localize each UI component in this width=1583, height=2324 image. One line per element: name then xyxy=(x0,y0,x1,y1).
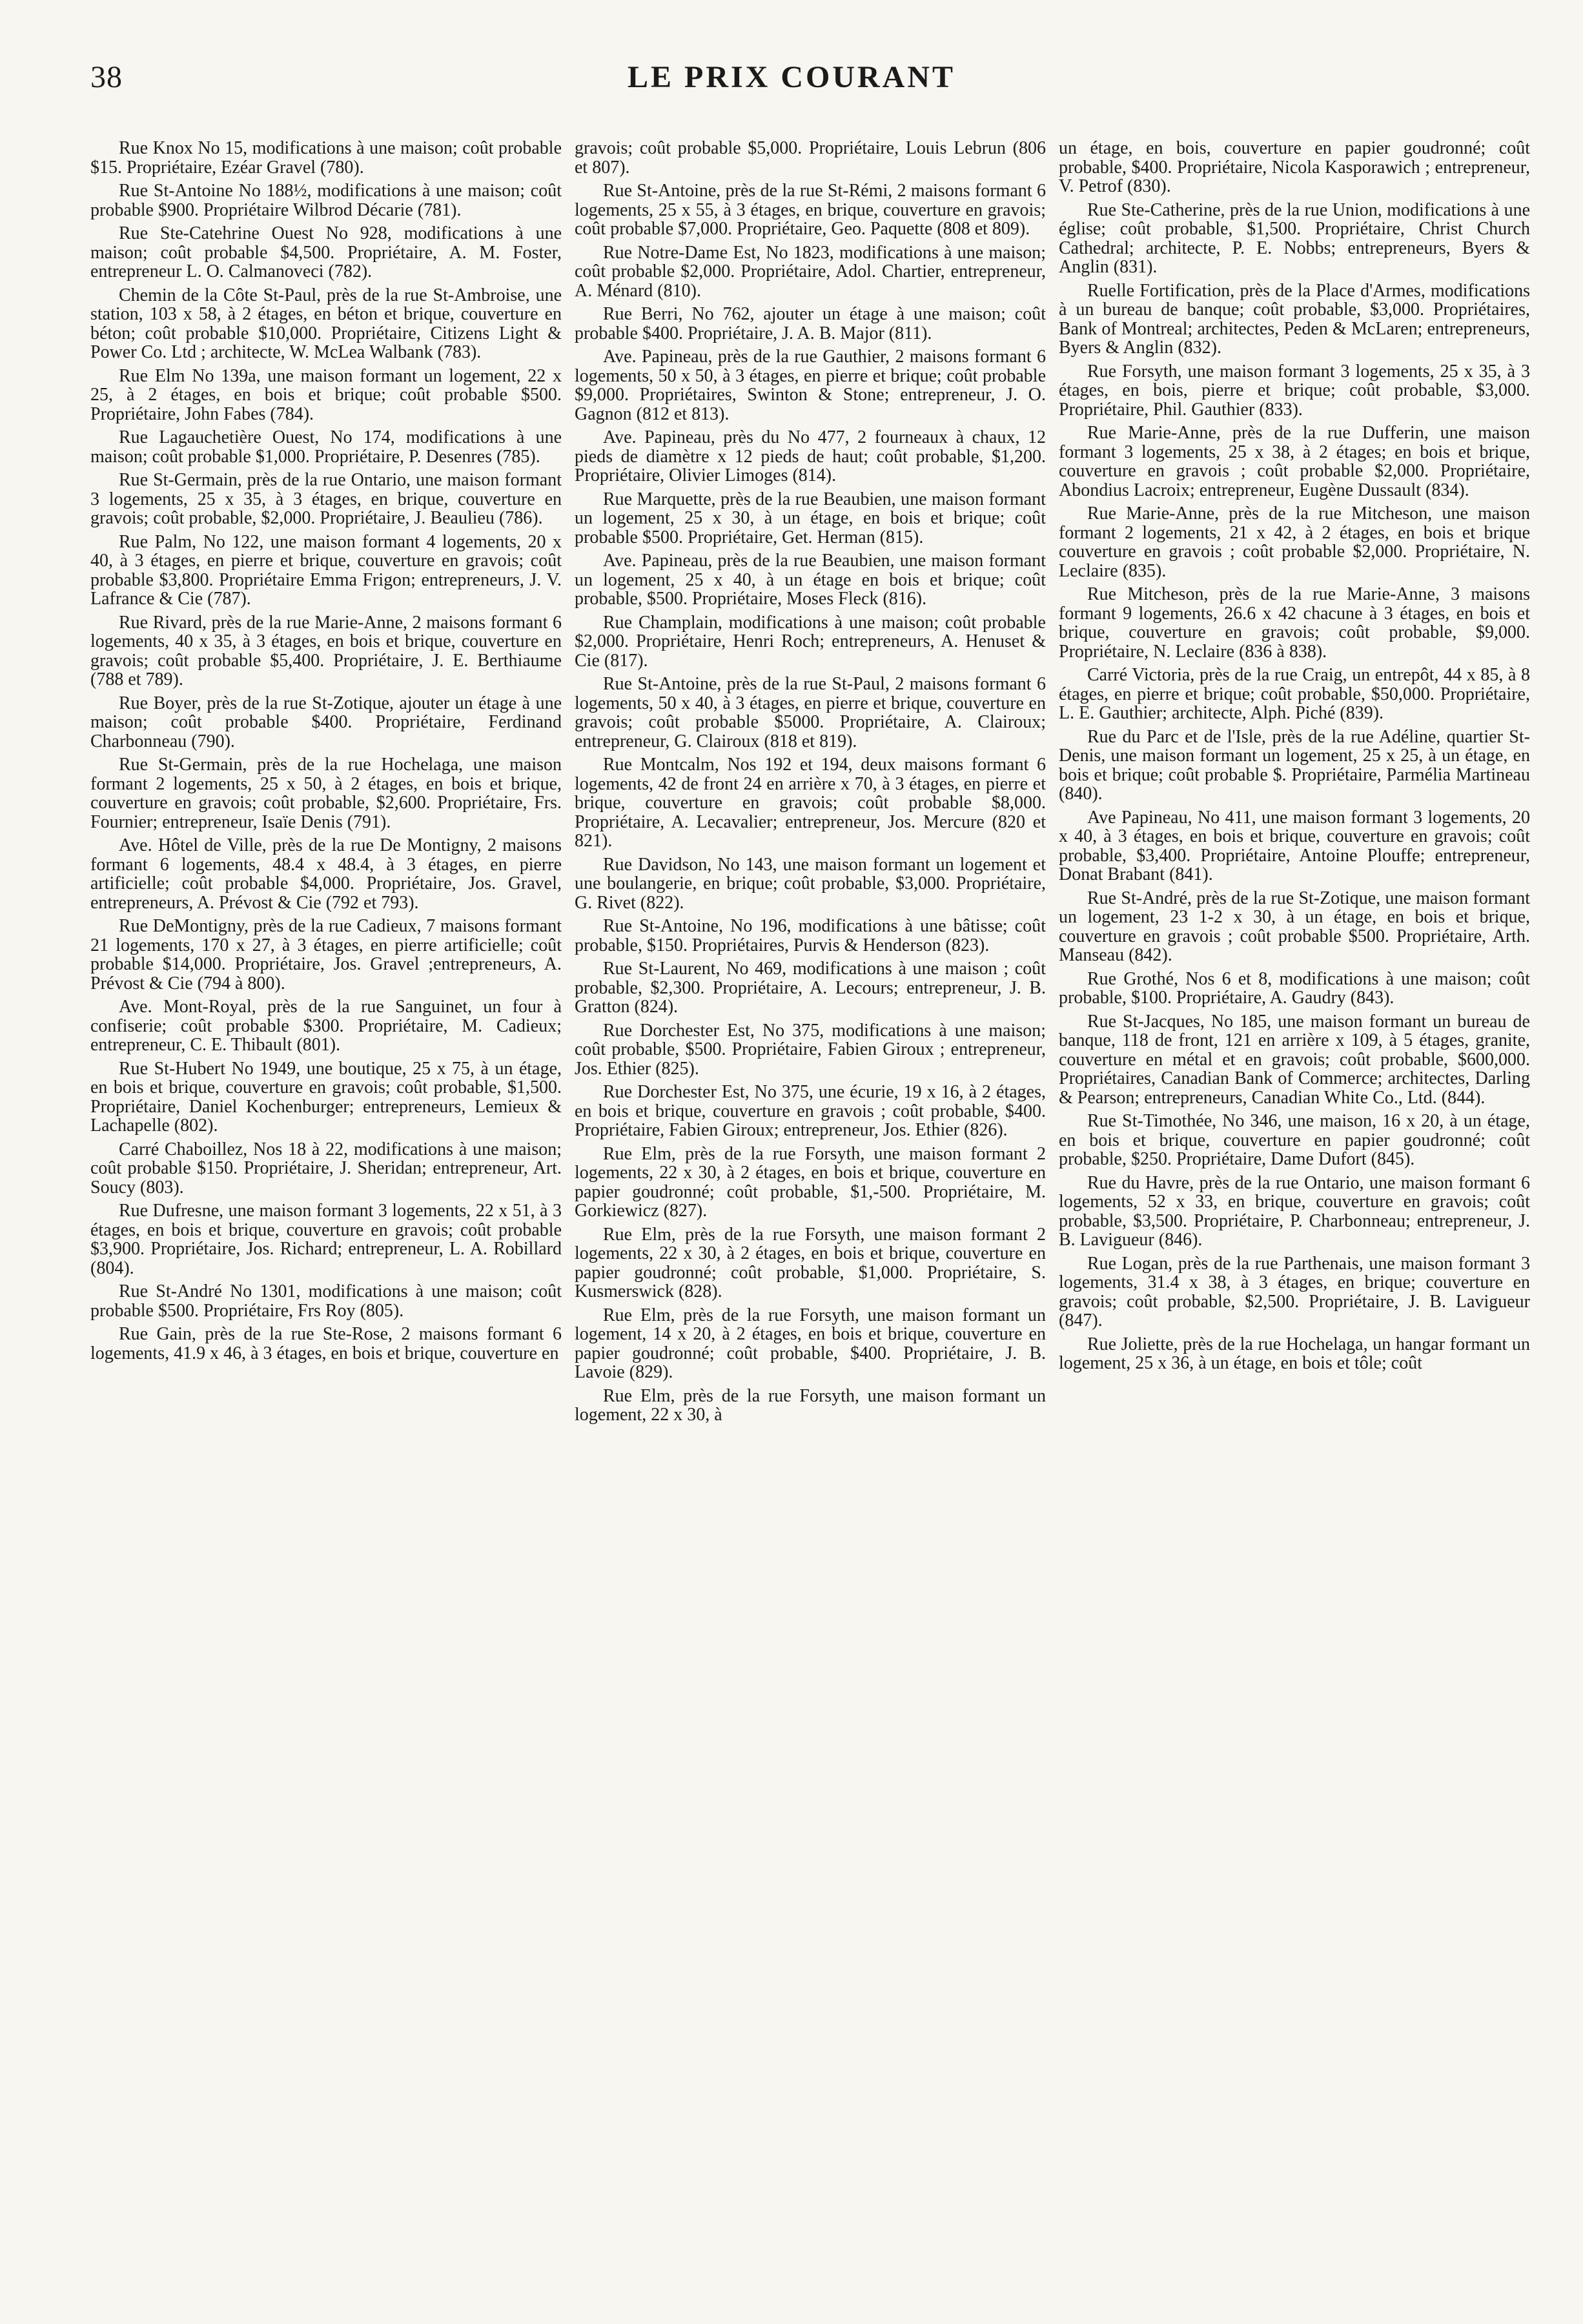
listing-entry: Rue St-André, près de la rue St-Zotique, une maison formant un logement, 23 1-2 x 30, à un étage, en bois et brique, couverture en gravois ; coût probable $500. Propriétaire, Arth. Manseau (842). xyxy=(1059,888,1530,965)
listing-entry: Ave. Papineau, près de la rue Gauthier, 2 maisons formant 6 logements, 50 x 50, à 3 étages, en pierre et brique; coût probable $9,000. Propriétaires, Swinton & Stone; entrepreneur, J. O. Gagnon (812 et 813). xyxy=(575,347,1046,424)
listing-entry: Carré Victoria, près de la rue Craig, un entrepôt, 44 x 85, à 8 étages, en pierre et brique; coût probable, $50,000. Propriétaire, L. E. Gauthier; architecte, Alph. Piché (839). xyxy=(1059,665,1530,723)
listing-entry: Rue Marquette, près de la rue Beaubien, une maison formant un logement, 25 x 30, à un étage, en bois et brique; coût probable $500. Propriétaire, Get. Herman (815). xyxy=(575,489,1046,547)
listing-entry: Rue Lagauchetière Ouest, No 174, modifications à une maison; coût probable $1,000. Propriétaire, P. Desenres (785). xyxy=(90,427,562,467)
listing-entry: Rue Elm, près de la rue Forsyth, une maison formant un logement, 22 x 30, à xyxy=(575,1385,1046,1425)
listing-entry: Rue Dorchester Est, No 375, une écurie, 19 x 16, à 2 étages, en bois et brique, couverture en gravois ; coût probable, $400. Propriétaire, Fabien Giroux; entrepreneur, Jos. Ethier (826). xyxy=(575,1082,1046,1140)
listing-entry: Rue Joliette, près de la rue Hochelaga, un hangar formant un logement, 25 x 36, à un étage, en bois et tôle; coût xyxy=(1059,1334,1530,1373)
listing-entry: Rue Palm, No 122, une maison formant 4 logements, 20 x 40, à 3 étages, en pierre et brique, couverture en gravois; coût probable $3,800. Propriétaire Emma Frigon; entrepreneurs, J. V. Lafrance & Cie (787). xyxy=(90,531,562,609)
listing-entry: Rue St-Hubert No 1949, une boutique, 25 x 75, à un étage, en bois et brique, couverture en gravois; coût probable, $1,500. Propriétaire, Daniel Kochenburger; entrepreneurs, Lemieux & Lachapelle (802). xyxy=(90,1058,562,1136)
listing-entry: Ave. Hôtel de Ville, près de la rue De Montigny, 2 maisons formant 6 logements, 48.4 x 48.4, à 3 étages, en pierre artificielle; coût probable $4,000. Propriétaire, Jos. Gravel, entrepreneurs, A. Prévost & Cie (792 et 793). xyxy=(90,835,562,913)
listing-entry: Rue Mitcheson, près de la rue Marie-Anne, 3 maisons formant 9 logements, 26.6 x 42 chacune à 3 étages, en bois et brique, couverture en gravois; coût probable, $9,000. Propriétaire, N. Leclaire (836 à 838). xyxy=(1059,584,1530,662)
listing-entry: Rue Notre-Dame Est, No 1823, modifications à une maison; coût probable $2,000. Propriétaire, Adol. Chartier, entrepreneur, A. Ménard (810). xyxy=(575,242,1046,301)
listing-entry: Rue St-Jacques, No 185, une maison formant un bureau de banque, 118 de front, 121 en arrière x 109, à 5 étages, granite, couverture en métal et en gravois; coût probable, $600,000. Propriétaires, Canadian Bank of Commerce; architectes, Darling & Pearson; entrepreneurs, Canadian White Co., Ltd. (844). xyxy=(1059,1011,1530,1108)
listing-entry: Rue St-Germain, près de la rue Ontario, une maison formant 3 logements, 25 x 35, à 3 étages, en brique, couverture en gravois; coût probable, $2,000. Propriétaire, J. Beaulieu (786). xyxy=(90,470,562,528)
listing-entry: Rue Knox No 15, modifications à une maison; coût probable $15. Propriétaire, Ezéar Gravel (780). xyxy=(90,139,562,178)
listing-entry: Rue St-Antoine No 188½, modifications à une maison; coût probable $900. Propriétaire Wilbrod Décarie (781). xyxy=(90,181,562,220)
listing-entry: Rue Marie-Anne, près de la rue Dufferin, une maison formant 3 logements, 25 x 38, à 2 étages; en bois et brique, couverture en gravois ; coût probable $2,000. Propriétaire, Abondius Lacroix; entrepreneur, Eugène Dussault (834). xyxy=(1059,423,1530,500)
listing-entry: Rue St-Antoine, près de la rue St-Paul, 2 maisons formant 6 logements, 50 x 40, à 3 étages, en pierre et brique, couverture en gravois; coût probable $5000. Propriétaire, A. Clairoux; entrepreneur, G. Clairoux (818 et 819). xyxy=(575,674,1046,751)
listing-entry: Rue Ste-Catehrine Ouest No 928, modifications à une maison; coût probable $4,500. Propriétaire, A. M. Foster, entrepreneur L. O. Calmanoveci (782). xyxy=(90,223,562,281)
listing-entry: un étage, en bois, couverture en papier goudronné; coût probable, $400. Propriétaire, Nicola Kasporawich ; entrepreneur, V. Petrof (830). xyxy=(1059,139,1530,196)
listing-entry: Rue St-Timothée, No 346, une maison, 16 x 20, à un étage, en bois et brique, couverture en papier goudronné; coût probable, $250. Propriétaire, Dame Dufort (845). xyxy=(1059,1111,1530,1169)
listing-entry: Rue St-Laurent, No 469, modifications à une maison ; coût probable, $2,300. Propriétaire, A. Lecours; entrepreneur, J. B. Gratton (824). xyxy=(575,959,1046,1017)
listing-entry: Rue Gain, près de la rue Ste-Rose, 2 maisons formant 6 logements, 41.9 x 46, à 3 étages, en bois et brique, couverture en xyxy=(90,1324,562,1363)
listing-entry: Rue Berri, No 762, ajouter un étage à une maison; coût probable $400. Propriétaire, J. A. B. Major (811). xyxy=(575,304,1046,343)
listing-entry: Rue Dufresne, une maison formant 3 logements, 22 x 51, à 3 étages, en bois et brique, couverture en gravois; coût probable $3,900. Propriétaire, Jos. Richard; entrepreneur, L. A. Robillard (804). xyxy=(90,1201,562,1278)
listing-entry: Rue Logan, près de la rue Parthenais, une maison formant 3 logements, 31.4 x 38, à 3 étages, en brique; couverture en gravois; coût probable, $2,500. Propriétaire, J. B. Lavigueur (847). xyxy=(1059,1253,1530,1330)
listing-entry: Rue Elm, près de la rue Forsyth, une maison formant 2 logements, 22 x 30, à 2 étages, en bois et brique, couverture en papier goudronné; coût probable, $1,000. Propriétaire, S. Kusmerswick (828). xyxy=(575,1224,1046,1301)
listing-entry: Rue St-Antoine, No 196, modifications à une bâtisse; coût probable, $150. Propriétaires, Purvis & Henderson (823). xyxy=(575,916,1046,955)
listing-entry: Rue St-Germain, près de la rue Hochelaga, une maison formant 2 logements, 25 x 50, à 2 étages, en bois et brique, couverture en gravois; coût probable, $2,600. Propriétaire, Frs. Fournier; entrepreneur, Isaïe Denis (791). xyxy=(90,755,562,832)
listing-entry: Rue Grothé, Nos 6 et 8, modifications à une maison; coût probable, $100. Propriétaire, A. Gaudry (843). xyxy=(1059,968,1530,1008)
listing-entry: Rue du Havre, près de la rue Ontario, une maison formant 6 logements, 52 x 33, en brique, couverture en gravois; coût probable, $3,500. Propriétaire, P. Charbonneau; entrepreneur, J. B. Lavigueur (846). xyxy=(1059,1172,1530,1250)
listing-entry: Rue Elm, près de la rue Forsyth, une maison formant un logement, 14 x 20, à 2 étages, en bois et brique, couverture en papier goudronné; coût probable, $400. Propriétaire, J. B. Lavoie (829). xyxy=(575,1305,1046,1382)
text-column-1 xyxy=(90,139,562,2292)
listing-entry: Ave. Papineau, près du No 477, 2 fourneaux à chaux, 12 pieds de diamètre x 12 pieds de haut; coût probable, $1,200. Propriétaire, Olivier Limoges (814). xyxy=(575,427,1046,485)
listing-entry: Chemin de la Côte St-Paul, près de la rue St-Ambroise, une station, 103 x 58, à 2 étages, en béton et brique, couverture en béton; coût probable $10,000. Propriétaire, Citizens Light & Power Co. Ltd ; architecte, W. McLea Walbank (783). xyxy=(90,285,562,362)
listing-entry: Rue Dorchester Est, No 375, modifications à une maison; coût probable, $500. Propriétaire, Fabien Giroux ; entrepreneur, Jos. Ethier (825). xyxy=(575,1020,1046,1079)
listing-entry: Rue Elm No 139a, une maison formant un logement, 22 x 25, à 2 étages, en bois et brique; coût probable $500. Propriétaire, John Fabes (784). xyxy=(90,365,562,424)
listing-entry: Ave. Papineau, près de la rue Beaubien, une maison formant un logement, 25 x 40, à un étage en bois et brique; coût probable, $500. Propriétaire, Moses Fleck (816). xyxy=(575,551,1046,609)
listing-entry: Rue Ste-Catherine, près de la rue Union, modifications à une église; coût probable, $1,500. Propriétaire, Christ Church Cathedral; architecte, P. E. Nobbs; entrepreneurs, Byers & Anglin (831). xyxy=(1059,199,1530,277)
listing-entry: Rue Rivard, près de la rue Marie-Anne, 2 maisons formant 6 logements, 40 x 35, à 3 étages, en bois et brique, couverture en gravois; coût probable $5,400. Propriétaire, J. E. Berthiaume (788 et 789). xyxy=(90,612,562,689)
listing-entry: Rue Boyer, près de la rue St-Zotique, ajouter un étage à une maison; coût probable $400. Propriétaire, Ferdinand Charbonneau (790). xyxy=(90,693,562,751)
listing-entry: Rue Champlain, modifications à une maison; coût probable $2,000. Propriétaire, Henri Roch; entrepreneurs, A. Henuset & Cie (817). xyxy=(575,612,1046,671)
listing-entry: Carré Chaboillez, Nos 18 à 22, modifications à une maison; coût probable $150. Propriétaire, J. Sheridan; entrepreneur, Art. Soucy (803). xyxy=(90,1139,562,1198)
page-number: 38 xyxy=(90,60,123,94)
text-columns xyxy=(90,139,1557,2292)
text-column-2 xyxy=(575,139,1046,2292)
listing-entry: Rue Davidson, No 143, une maison formant un logement et une boulangerie, en brique; coût probable, $3,000. Propriétaire, G. Rivet (822). xyxy=(575,854,1046,913)
listing-entry: Rue Marie-Anne, près de la rue Mitcheson, une maison formant 2 logements, 21 x 42, à 2 étages, en bois et brique couverture en gravois ; coût probable $2,000. Propriétaire, N. Leclaire (835). xyxy=(1059,504,1530,581)
listing-entry: Rue Elm, près de la rue Forsyth, une maison formant 2 logements, 22 x 30, à 2 étages, en bois et brique, couverture en papier goudronné; coût probable, $1,-500. Propriétaire, M. Gorkiewicz (827). xyxy=(575,1143,1046,1221)
listing-entry: Rue Montcalm, Nos 192 et 194, deux maisons formant 6 logements, 42 de front 24 en arrière x 70, à 3 étages, en pierre et brique, couverture en gravois; coût probable $8,000. Propriétaire, A. Lecavalier; entrepreneur, Jos. Mercure (820 et 821). xyxy=(575,755,1046,851)
listing-entry: Rue du Parc et de l'Isle, près de la rue Adéline, quartier St-Denis, une maison formant un logement, 25 x 25, à un étage, en bois et brique; coût probable $. Propriétaire, Parmélia Martineau (840). xyxy=(1059,726,1530,804)
listing-entry: Rue DeMontigny, près de la rue Cadieux, 7 maisons formant 21 logements, 170 x 27, à 3 étages, en pierre artificielle; coût probable $14,000. Propriétaire, Jos. Gravel ;entrepreneurs, A. Prévost & Cie (794 à 800). xyxy=(90,916,562,994)
listing-entry: Rue St-Antoine, près de la rue St-Rémi, 2 maisons formant 6 logements, 25 x 55, à 3 étages, en brique, couverture en gravois; coût probable $7,000. Propriétaire, Geo. Paquette (808 et 809). xyxy=(575,181,1046,239)
listing-entry: Rue St-André No 1301, modifications à une maison; coût probable $500. Propriétaire, Frs Roy (805). xyxy=(90,1281,562,1321)
listing-entry: Rue Forsyth, une maison formant 3 logements, 25 x 35, à 3 étages, en bois, pierre et brique; coût probable, $3,000. Propriétaire, Phil. Gauthier (833). xyxy=(1059,361,1530,420)
listing-entry: Ruelle Fortification, près de la Place d'Armes, modifications à un bureau de banque; coût probable, $3,000. Propriétaires, Bank of Montreal; architectes, Peden & McLaren; entrepreneurs, Byers & Anglin (832). xyxy=(1059,280,1530,358)
listing-entry: Ave Papineau, No 411, une maison formant 3 logements, 20 x 40, à 3 étages, en bois et brique, couverture en gravois; coût probable, $3,400. Propriétaire, Antoine Plouffe; entrepreneur, Donat Brabant (841). xyxy=(1059,807,1530,884)
listing-entry: Ave. Mont-Royal, près de la rue Sanguinet, un four à confiserie; coût probable $300. Propriétaire, M. Cadieux; entrepreneur, C. E. Thibault (801). xyxy=(90,997,562,1055)
listing-entry: gravois; coût probable $5,000. Propriétaire, Louis Lebrun (806 et 807). xyxy=(575,139,1046,178)
text-column-3 xyxy=(1059,139,1530,2292)
page-title: LE PRIX COURANT xyxy=(627,60,956,94)
